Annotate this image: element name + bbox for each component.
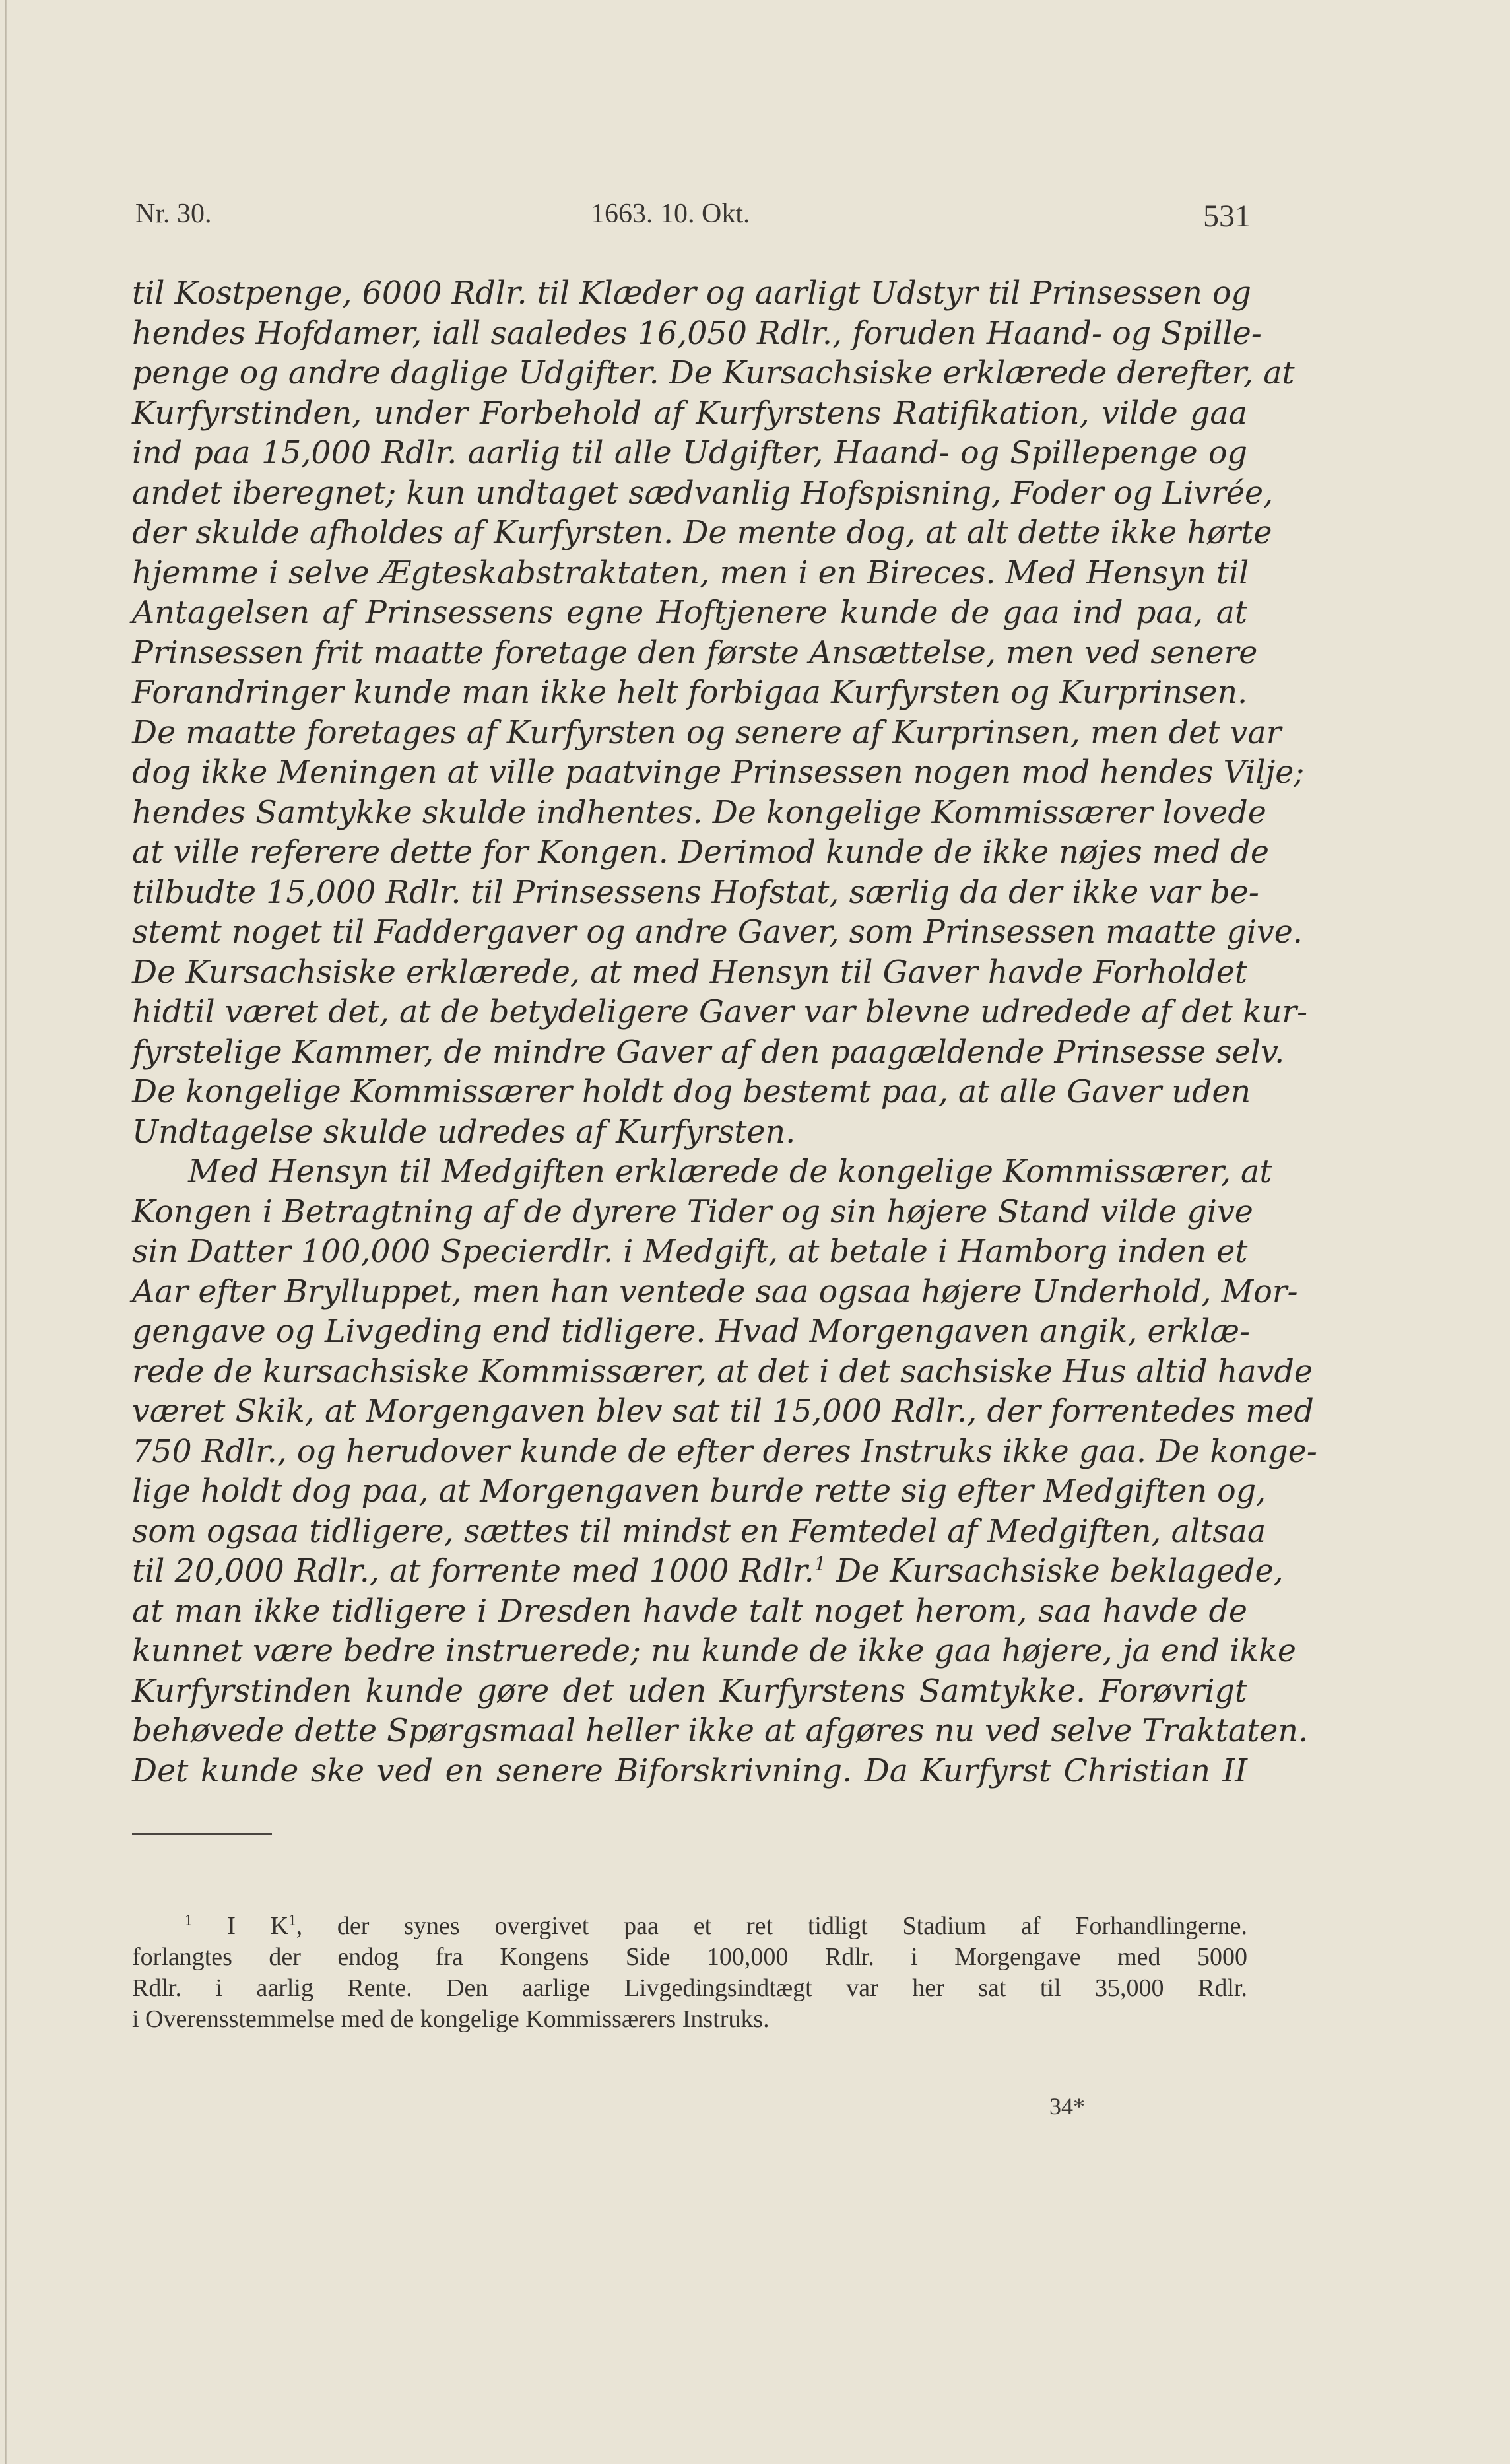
main-text bbox=[132, 274, 1317, 1791]
text-line: De Kursachsiske erklærede, at med Hensyn til Gaver havde Forholdet bbox=[132, 954, 1247, 991]
footnote-text: , der synes overgivet paa et ret tidligt Stadium af Forhandlingerne. bbox=[296, 1912, 1247, 1940]
footnote-line: i Overensstemmelse med de kongelige Kommissærers Instruks. bbox=[132, 2005, 770, 2033]
footnote-line bbox=[132, 1911, 1247, 1942]
text-line: Aar efter Brylluppet, men han ventede saa ogsaa højere Underhold, Mor- bbox=[132, 1273, 1298, 1310]
text-line: hidtil været det, at de betydeligere Gaver var blevne udredede af det kur- bbox=[132, 994, 1308, 1030]
text-line: hendes Samtykke skulde indhentes. De kongelige Kommissærer lovede bbox=[132, 794, 1266, 831]
text-line: Forandringer kunde man ikke helt forbigaa Kurfyrsten og Kurprinsen. bbox=[132, 675, 1248, 711]
text-line: til Kostpenge, 6000 Rdlr. til Klæder og aarligt Udstyr til Prinsessen og bbox=[132, 275, 1251, 312]
text-line: Undtagelse skulde udredes af Kurfyrsten. bbox=[132, 1114, 796, 1150]
text-segment: til 20,000 Rdlr., at forrente med 1000 Rdlr. bbox=[132, 1553, 814, 1589]
page-edge bbox=[5, 0, 7, 2464]
text-line: Antagelsen af Prinsessens egne Hoftjenere kunde de gaa ind paa, at bbox=[132, 595, 1247, 631]
text-line: at ville referere dette for Kongen. Derimod kunde de ikke nøjes med de bbox=[132, 834, 1270, 871]
text-line: stemt noget til Faddergaver og andre Gaver, som Prinsessen maatte give. bbox=[132, 914, 1303, 950]
text-line: været Skik, at Morgengaven blev sat til 15,000 Rdlr., der forrentedes med bbox=[132, 1393, 1314, 1430]
text-line: tilbudte 15,000 Rdlr. til Prinsessens Hofstat, særlig da der ikke var be- bbox=[132, 874, 1259, 911]
text-line: 750 Rdlr., og herudover kunde de efter deres Instruks ikke gaa. De konge- bbox=[132, 1433, 1317, 1470]
text-line: Kurfyrstinden kunde gøre det uden Kurfyrstens Samtykke. Forøvrigt bbox=[132, 1673, 1247, 1710]
running-header bbox=[135, 198, 1251, 238]
text-line: der skulde afholdes af Kurfyrsten. De mente dog, at alt dette ikke hørte bbox=[132, 515, 1272, 551]
text-line: dog ikke Meningen at ville paatvinge Prinsessen nogen mod hendes Vilje; bbox=[132, 754, 1305, 791]
text-line: behøvede dette Spørgsmaal heller ikke at afgøres nu ved selve Traktaten. bbox=[132, 1713, 1309, 1749]
text-line: lige holdt dog paa, at Morgengaven burde rette sig efter Medgiften og, bbox=[132, 1473, 1266, 1510]
text-line: hjemme i selve Ægteskabstraktaten, men i en Bireces. Med Hensyn til bbox=[132, 554, 1249, 591]
footnote-marker: 1 bbox=[185, 1912, 193, 1929]
text-line: De maatte foretages af Kurfyrsten og senere af Kurprinsen, men det var bbox=[132, 714, 1282, 751]
signature-mark: 34* bbox=[1049, 2093, 1085, 2119]
footnote-ref: I K bbox=[227, 1912, 289, 1940]
text-line: sin Datter 100,000 Specierdlr. i Medgift, at betale i Hamborg inden et bbox=[132, 1234, 1248, 1270]
text-line: som ogsaa tidligere, sættes til mindst en Femtedel af Medgiften, altsaa bbox=[132, 1513, 1266, 1550]
text-line: Kongen i Betragtning af de dyrere Tider og sin højere Stand vilde give bbox=[132, 1193, 1253, 1230]
text-line: Kurfyrstinden, under Forbehold af Kurfyrstens Ratifikation, vilde gaa bbox=[132, 395, 1247, 432]
text-line: Det kunde ske ved en senere Biforskrivning. Da Kurfyrst Christian II bbox=[132, 1752, 1247, 1789]
text-line: Med Hensyn til Medgiften erklærede de kongelige Kommissærer, at bbox=[188, 1154, 1272, 1190]
footnote-ref-sup: 1 bbox=[288, 1912, 296, 1929]
document-date: 1663. 10. Okt. bbox=[591, 199, 750, 229]
text-line: Prinsessen frit maatte foretage den første Ansættelse, men ved senere bbox=[132, 634, 1258, 671]
text-line: penge og andre daglige Udgifter. De Kursachsiske erklærede derefter, at bbox=[132, 355, 1295, 391]
footnote-line: forlangtes der endog fra Kongens Side 100,000 Rdlr. i Morgengave med 5000 bbox=[132, 1943, 1247, 1971]
footnote-rule bbox=[132, 1833, 272, 1835]
footnote-line: Rdlr. i aarlig Rente. Den aarlige Livgedingsindtægt var her sat til 35,000 Rdlr. bbox=[132, 1974, 1247, 2002]
text-line: hendes Hofdamer, iall saaledes 16,050 Rdlr., foruden Haand- og Spille- bbox=[132, 315, 1262, 352]
text-line: andet iberegnet; kun undtaget sædvanlig Hofspisning, Foder og Livrée, bbox=[132, 475, 1274, 512]
text-line: ind paa 15,000 Rdlr. aarlig til alle Udgifter, Haand- og Spillepenge og bbox=[132, 435, 1247, 471]
footnote-reference: 1 bbox=[814, 1553, 826, 1576]
text-segment: De Kursachsiske beklagede, bbox=[826, 1553, 1284, 1589]
document-number: Nr. 30. bbox=[135, 199, 212, 229]
text-line: kunnet være bedre instruerede; nu kunde de ikke gaa højere, ja end ikke bbox=[132, 1633, 1297, 1669]
text-line: rede de kursachsiske Kommissærer, at det i det sachsiske Hus altid havde bbox=[132, 1353, 1313, 1390]
text-line: fyrstelige Kammer, de mindre Gaver af den paagældende Prinsesse selv. bbox=[132, 1034, 1285, 1071]
text-line: at man ikke tidligere i Dresden havde talt noget herom, saa havde de bbox=[132, 1593, 1247, 1630]
text-line: gengave og Livgeding end tidligere. Hvad Morgengaven angik, erklæ- bbox=[132, 1314, 1251, 1350]
footnote bbox=[132, 1911, 1247, 2035]
text-line-with-footnote bbox=[132, 1552, 1284, 1592]
text-line: De kongelige Kommissærer holdt dog bestemt paa, at alle Gaver uden bbox=[132, 1074, 1251, 1110]
page-number: 531 bbox=[1203, 199, 1251, 234]
